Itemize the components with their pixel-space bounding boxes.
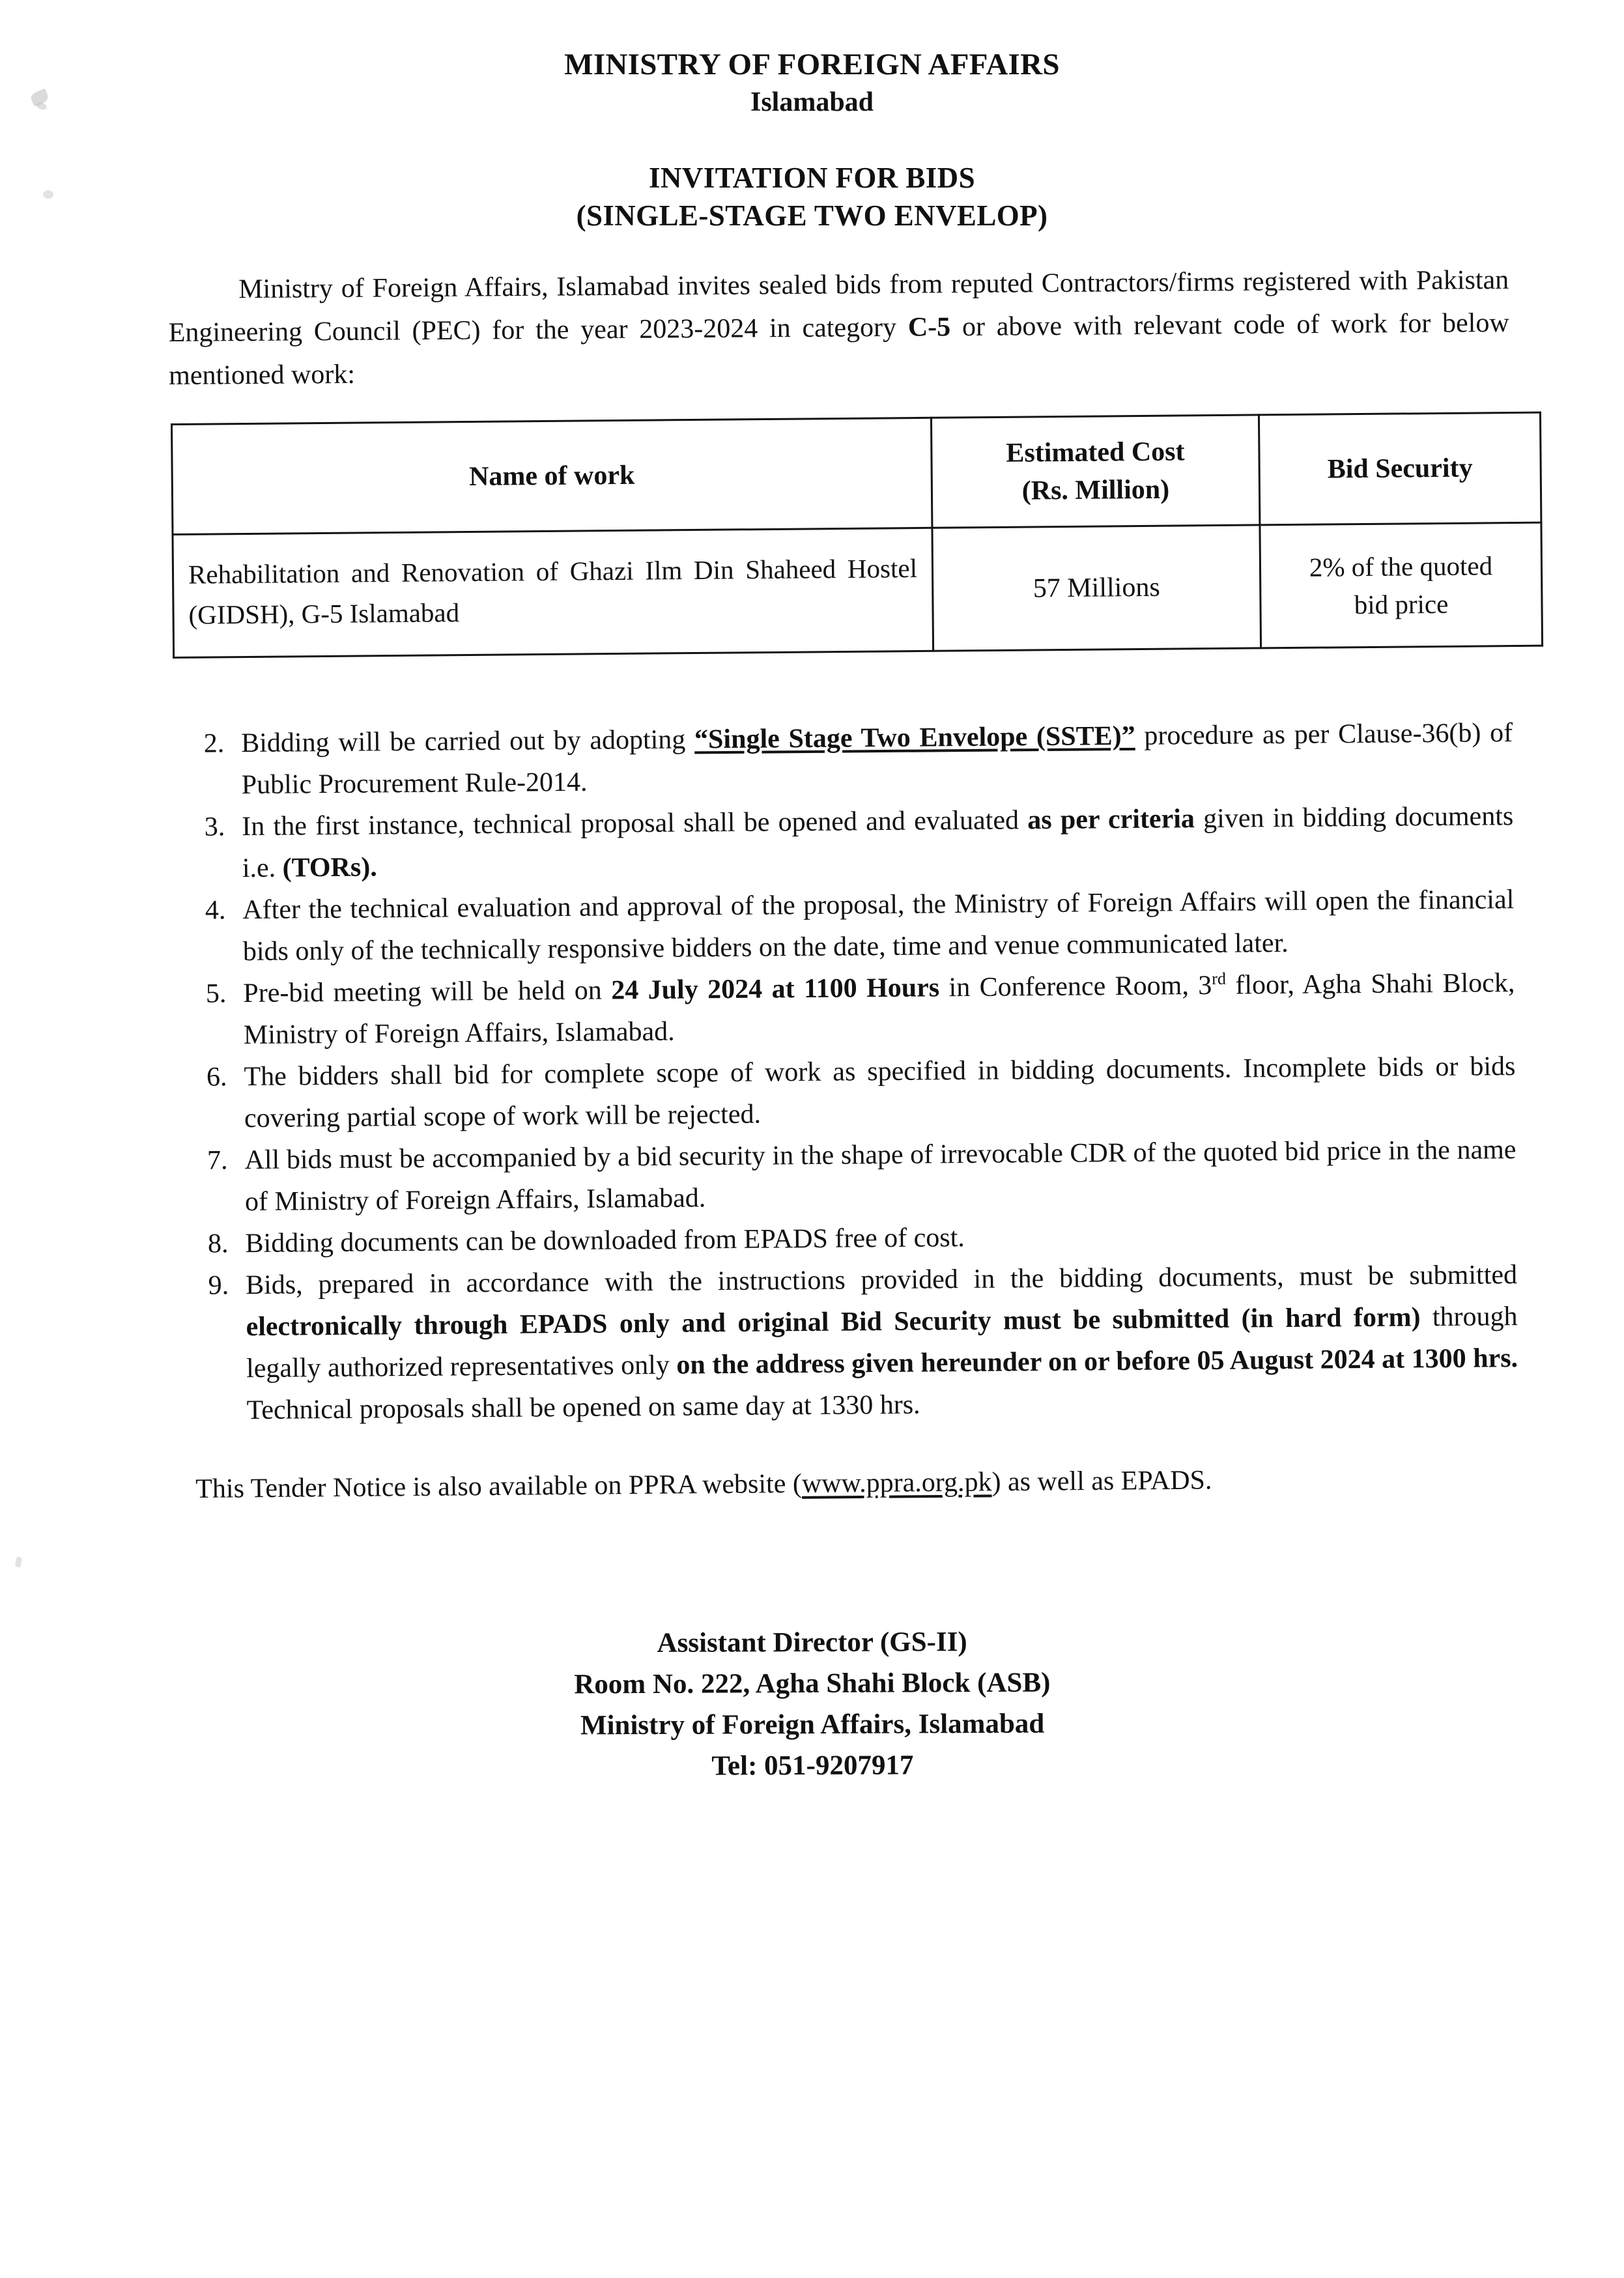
- clause-number: 3.: [204, 812, 225, 842]
- ppra-note-prefix: This Tender Notice is also available on PPRA website (: [195, 1468, 803, 1504]
- list-item: [171, 795, 1514, 890]
- clause-text: [242, 879, 1515, 973]
- clause-text-segment: Pre-bid meeting will be held on: [243, 975, 612, 1009]
- clause-text-segment: Bidding documents can be downloaded from EPADS free of cost.: [245, 1223, 965, 1259]
- clause-text-segment: given in bidding documents i.e.: [242, 801, 1514, 884]
- cell-bid-security: [1260, 522, 1543, 648]
- ppra-website-link[interactable]: www.ppra.org.pk: [801, 1467, 992, 1499]
- clause-text-segment: through legally authorized representatives only: [246, 1302, 1518, 1384]
- clause-number: 8.: [207, 1229, 229, 1259]
- ppra-availability-note: [195, 1457, 1505, 1509]
- clause-text-segment: Bids, prepared in accordance with the instructions provided in the bidding documents, must be submitted: [245, 1260, 1518, 1301]
- ministry-name-heading: MINISTRY OF FOREIGN AFFAIRS: [564, 48, 1060, 81]
- clause-number: 9.: [208, 1270, 229, 1301]
- list-item: [175, 1254, 1518, 1432]
- cell-name-of-work: Rehabilitation and Renovation of Ghazi Ilm Din Shaheed Hostel (GIDSH), G-5 Islamabad: [173, 528, 933, 657]
- clause-text-segment: floor, Agha Shahi Block, Ministry of Foreign Affairs, Islamabad.: [243, 968, 1515, 1051]
- signatory-designation: Assistant Director (GS-II): [657, 1627, 967, 1659]
- bid-security-line1: 2% of the quoted: [1309, 550, 1493, 582]
- clause-text-segment: The bidders shall bid for complete scope of work as specified in bidding documents. Incomplete bids or bids covering partial scope of work will be rejected.: [244, 1051, 1516, 1134]
- bid-details-table: [171, 412, 1543, 659]
- clause-text-segment: rd: [1212, 969, 1227, 988]
- clause-text-segment: Technical proposals shall be opened on same day at 1330 hrs.: [246, 1389, 920, 1426]
- bid-security-line2: bid price: [1354, 588, 1449, 620]
- clause-number: 7.: [207, 1145, 228, 1176]
- list-item: [172, 879, 1515, 973]
- list-item: [173, 1046, 1516, 1140]
- scan-smudge-artifact: [14, 1556, 22, 1568]
- signatory-ministry: Ministry of Foreign Affairs, Islamabad: [580, 1708, 1045, 1741]
- document-title-heading: INVITATION FOR BIDS: [648, 162, 976, 194]
- clause-text: [242, 795, 1514, 889]
- clause-text-segment: as per criteria: [1027, 804, 1195, 836]
- column-header-name-of-work: Name of work: [172, 418, 932, 534]
- estimated-cost-label-line2: (Rs. Million): [1021, 474, 1170, 506]
- table-row: [173, 522, 1543, 657]
- clause-text-segment: procedure as per Clause-36(b) of Public Procurement Rule-2014.: [241, 718, 1513, 801]
- clause-text-segment: In the first instance, technical proposal shall be opened and evaluated: [242, 805, 1028, 842]
- clause-number: 2.: [203, 728, 225, 759]
- clause-text-segment: electronically through EPADS only and original Bid Security must be submitted (in hard form): [246, 1302, 1421, 1343]
- clause-number: 6.: [206, 1062, 227, 1092]
- list-item: [173, 962, 1515, 1057]
- clause-text-segment: (TORs).: [282, 852, 377, 883]
- cell-estimated-cost: 57 Millions: [932, 525, 1261, 651]
- clause-text: [241, 712, 1513, 806]
- clause-text: [246, 1254, 1518, 1431]
- list-item: [171, 712, 1513, 806]
- list-item: [174, 1129, 1517, 1223]
- clause-text-segment: All bids must be accompanied by a bid security in the shape of irrevocable CDR of the quoted bid price in the name of Ministry of Foreign Affairs, Islamabad.: [244, 1135, 1517, 1217]
- clause-text-segment: 24 July 2024 at 1100 Hours: [611, 973, 940, 1006]
- bid-details-table-wrapper: [171, 412, 1496, 659]
- signatory-telephone: Tel: 051-9207917: [711, 1750, 914, 1782]
- intro-text-part2: or above with relevant code of work for below mentioned work:: [169, 307, 1509, 391]
- clause-text-segment: Bidding will be carried out by adopting: [241, 724, 695, 759]
- clause-text-segment: in Conference Room, 3: [939, 970, 1212, 1003]
- clause-text: [244, 1046, 1516, 1139]
- clause-text-segment: on the address given hereunder on or before 05 August 2024 at 1300 hrs.: [676, 1343, 1518, 1380]
- table-header-row: [172, 412, 1541, 534]
- clause-text-segment: After the technical evaluation and approval of the proposal, the Ministry of Foreign Affairs will open the financial bids only of the technically responsive bidders on the date, time and venue communicated later.: [242, 885, 1515, 967]
- intro-text-part1: Ministry of Foreign Affairs, Islamabad invites sealed bids from reputed Contractors/firms registered with Pakistan Engineering Council (PEC) for the year 2023-2024 in category: [168, 264, 1509, 348]
- signatory-room-address: Room No. 222, Agha Shahi Block (ASB): [574, 1667, 1051, 1700]
- clause-list: [171, 712, 1518, 1432]
- pec-category-value: C-5: [907, 312, 951, 343]
- clause-text: [244, 1129, 1517, 1223]
- ministry-city-heading: Islamabad: [750, 87, 874, 117]
- column-header-bid-security: Bid Security: [1259, 412, 1541, 525]
- document-subtitle-heading: (SINGLE-STAGE TWO ENVELOP): [576, 199, 1048, 232]
- clause-text: [243, 962, 1515, 1056]
- column-header-estimated-cost: [931, 415, 1259, 528]
- clause-text-segment: “Single Stage Two Envelope (SSTE)”: [694, 720, 1135, 755]
- clause-number: 5.: [205, 978, 227, 1009]
- signature-block: [0, 1619, 1624, 1789]
- introduction-paragraph: [168, 259, 1509, 397]
- ppra-note-suffix: ) as well as EPADS.: [991, 1465, 1212, 1498]
- clause-number: 4.: [205, 895, 226, 926]
- estimated-cost-label-line1: Estimated Cost: [1006, 436, 1185, 468]
